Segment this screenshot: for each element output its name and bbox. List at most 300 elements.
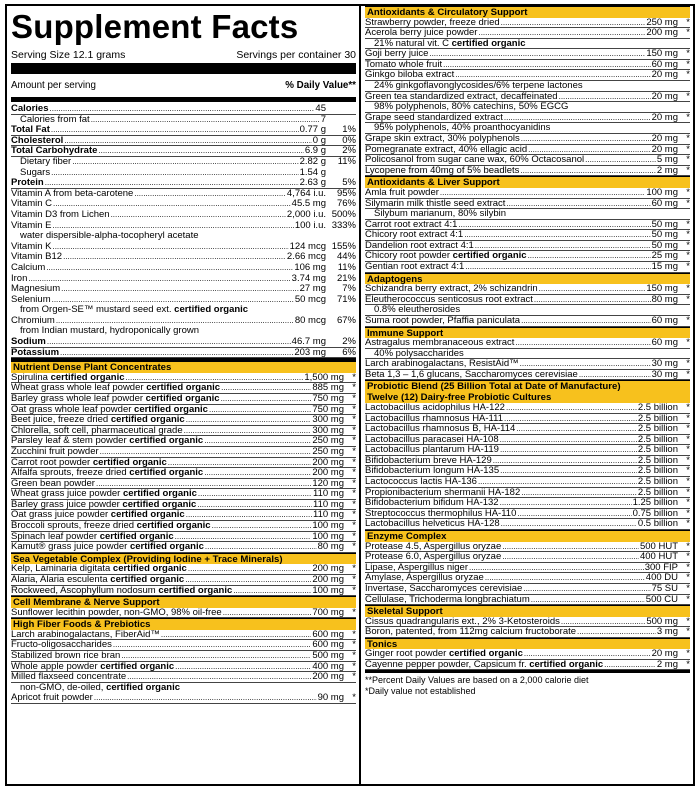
daily-value-label: % Daily Value** xyxy=(285,80,356,91)
ingredient-amount: 15 mg xyxy=(651,262,678,273)
ingredient-name xyxy=(365,477,477,488)
daily-value-star: * xyxy=(352,393,356,404)
leader-dots xyxy=(502,542,639,553)
ingredient-label: Lactobacillus paracasei HA-108 xyxy=(365,434,499,445)
nutrient-row xyxy=(11,210,356,221)
nutrient-row xyxy=(11,284,356,295)
ingredient-label: Chicory root powder xyxy=(365,251,453,262)
ingredient-amount: 200 mg xyxy=(312,574,344,585)
leader-dots xyxy=(504,414,637,425)
nutrient-daily-value: 333% xyxy=(331,220,356,231)
leader-dots xyxy=(539,284,646,295)
ingredient-amount: 300 mg xyxy=(312,425,344,436)
ingredient-label: Gentian root extract 4:1 xyxy=(365,262,465,273)
nutrient-daily-value: 11% xyxy=(337,262,356,273)
daily-value-star: * xyxy=(352,415,356,426)
ingredient-row xyxy=(11,447,356,458)
ingredient-name xyxy=(11,458,167,469)
ingredient-amount: 600 mg xyxy=(312,640,344,651)
ingredient-name xyxy=(11,662,174,673)
ingredient-name xyxy=(365,113,503,124)
ingredient-label: Boron, patented, from 112mg calcium fructoborate xyxy=(365,627,577,638)
section-header: Skeletal Support xyxy=(365,605,690,617)
daily-value-star: * xyxy=(352,436,356,447)
ingredient-name xyxy=(365,563,468,574)
ingredient-row xyxy=(11,436,356,447)
leader-dots xyxy=(52,221,293,232)
daily-value-star: * xyxy=(686,91,690,102)
ingredient-name xyxy=(11,651,120,662)
ingredient-name xyxy=(365,220,457,231)
note-text: 24% ginkgoflavonglycosides/6% terpene lactones xyxy=(374,81,583,92)
daily-value-star: * xyxy=(686,230,690,241)
nutrient-row xyxy=(11,337,356,348)
leader-dots xyxy=(516,424,637,435)
ingredient-label: Chicory root extract 4:1 xyxy=(365,230,464,241)
ingredient-amount: 1,500 mg xyxy=(304,372,344,383)
ingredient-name xyxy=(11,415,185,426)
ingredient-row xyxy=(365,627,690,638)
certified-organic-label: certified organic xyxy=(452,251,527,262)
leader-dots xyxy=(185,575,311,586)
nutrient-amount: 6.9 g xyxy=(304,146,326,157)
leader-dots xyxy=(521,488,637,499)
ingredient-amount: 100 mg xyxy=(312,521,344,532)
note-text: 98% polyphenols, 80% catechins, 50% EGCG xyxy=(374,102,569,113)
nutrient-row xyxy=(11,221,356,232)
footnotes xyxy=(365,673,690,696)
ingredient-name xyxy=(11,426,183,437)
daily-value-star: * xyxy=(352,510,356,521)
nutrient-amount: 4,764 i.u. xyxy=(286,188,326,199)
ingredient-amount: 110 mg xyxy=(313,489,344,500)
ingredient-row xyxy=(365,28,690,39)
ingredient-amount: 700 mg xyxy=(312,607,344,618)
nutrient-daily-value: 155% xyxy=(331,241,356,252)
ingredient-row xyxy=(11,608,356,619)
ingredient-label: Oat grass whole leaf powder xyxy=(11,404,135,415)
daily-value-star: * xyxy=(686,134,690,145)
ingredient-amount: 50 mg xyxy=(651,240,678,251)
divider-medium xyxy=(11,97,356,102)
ingredient-amount: 2.5 billion xyxy=(637,487,678,498)
ingredient-label: Ginger root powder xyxy=(365,649,449,660)
nutrient-name: Vitamin E xyxy=(11,220,52,231)
daily-value-star: * xyxy=(686,198,690,209)
ingredient-name xyxy=(11,510,185,521)
nutrient-row xyxy=(11,136,356,147)
ingredient-row xyxy=(365,338,690,349)
ingredient-note xyxy=(365,39,690,50)
nutrient-daily-value: 2% xyxy=(342,146,356,157)
leader-dots xyxy=(94,693,317,704)
nutrient-row xyxy=(11,146,356,157)
ingredient-amount: 2.5 billion xyxy=(637,466,678,477)
ingredient-amount: 30 mg xyxy=(651,359,678,370)
nutrient-name: Vitamin C xyxy=(11,199,53,210)
ingredient-amount: 200 mg xyxy=(312,468,344,479)
nutrient-row xyxy=(11,274,356,285)
ingredient-amount: 20 mg xyxy=(651,112,678,123)
vitamin-e-note: water dispersible-alpha-tocopheryl acetate xyxy=(20,231,199,242)
daily-value-star: * xyxy=(352,489,356,500)
nutrient-row xyxy=(11,104,356,115)
leader-dots xyxy=(524,649,651,660)
nutrient-name: Cholesterol xyxy=(11,135,64,146)
section-header: Probiotic Blend (25 Billion Total at Date of Manufacture) xyxy=(365,380,690,392)
ingredient-label: Strawberry powder, freeze dried xyxy=(365,17,500,28)
ingredient-row xyxy=(365,414,690,425)
daily-value-star: * xyxy=(686,455,690,466)
ingredient-label: Lipase, Aspergillus niger xyxy=(365,562,468,573)
ingredient-label: Parsley leaf & stem powder xyxy=(11,436,130,447)
leader-dots xyxy=(233,586,311,597)
ingredient-label: Lactobacillus rhamnosus HA-111 xyxy=(365,413,503,424)
ingredient-amount: 50 mg xyxy=(651,219,678,230)
ingredient-amount: 2 mg xyxy=(656,165,678,176)
ingredient-row xyxy=(365,466,690,477)
ingredient-row xyxy=(365,573,690,584)
certified-organic-label: certified organic xyxy=(50,372,125,383)
leader-dots xyxy=(186,510,312,521)
ingredient-label: Bifidobacterium breve HA-129 xyxy=(365,455,492,466)
nutrient-name: Sugars xyxy=(20,167,51,178)
section-header: Cell Membrane & Nerve Support xyxy=(11,596,356,608)
daily-value-star: * xyxy=(686,659,690,670)
certified-organic-label: certified organic xyxy=(134,404,208,415)
nutrient-row xyxy=(11,199,356,210)
daily-value-star: * xyxy=(352,521,356,532)
ingredient-row xyxy=(365,477,690,488)
ingredient-note xyxy=(365,305,690,316)
ingredient-label: Barley grass juice powder xyxy=(11,499,123,510)
left-column xyxy=(7,6,360,784)
ingredient-row xyxy=(11,405,356,416)
ingredient-amount: 300 mg xyxy=(312,415,344,426)
ingredient-row xyxy=(365,113,690,124)
selenium-note xyxy=(11,305,356,316)
ingredient-amount: 500 mg xyxy=(646,616,678,627)
daily-value-star: * xyxy=(686,562,690,573)
certified-organic-label: certified organic xyxy=(129,542,204,553)
nutrient-row xyxy=(11,252,356,263)
certified-organic-label: certified organic xyxy=(451,38,526,49)
ingredient-amount: 2.5 billion xyxy=(637,413,678,424)
ingredient-name xyxy=(365,456,492,467)
nutrient-row xyxy=(11,263,356,274)
ingredient-row xyxy=(11,479,356,490)
ingredient-name xyxy=(365,241,474,252)
leader-dots xyxy=(504,113,651,124)
nutrient-row xyxy=(11,178,356,189)
leader-dots xyxy=(56,316,294,327)
ingredient-name xyxy=(11,693,93,704)
nutrient-name: Sodium xyxy=(11,337,46,348)
ingredient-amount: 0.75 billion xyxy=(632,508,678,519)
leader-dots xyxy=(604,660,656,671)
ingredient-row xyxy=(11,662,356,673)
ingredient-amount: 60 mg xyxy=(651,338,678,349)
nutrient-amount: 2.63 g xyxy=(299,178,326,189)
left-ingredient-sections xyxy=(11,361,356,704)
ingredient-row xyxy=(11,458,356,469)
ingredient-row xyxy=(365,18,690,29)
leader-dots xyxy=(455,70,650,81)
daily-value-star: * xyxy=(686,519,690,530)
ingredient-row xyxy=(365,92,690,103)
leader-dots xyxy=(197,500,312,511)
servings-per-container: Servings per container 30 xyxy=(236,49,356,61)
daily-value-star: * xyxy=(352,585,356,596)
nutrient-amount: 50 mcg xyxy=(294,294,326,305)
ingredient-amount: 2 mg xyxy=(656,659,678,670)
ingredient-amount: 750 mg xyxy=(312,404,344,415)
ingredient-row xyxy=(11,426,356,437)
ingredient-name xyxy=(11,436,203,447)
ingredient-amount: 400 DU xyxy=(645,573,678,584)
ingredient-row xyxy=(11,521,356,532)
daily-value-star: * xyxy=(686,112,690,123)
nutrient-amount: 27 mg xyxy=(299,284,326,295)
ingredient-note xyxy=(365,209,690,220)
ingredient-row xyxy=(365,595,690,606)
ingredient-name xyxy=(365,145,527,156)
ingredient-amount: 50 mg xyxy=(651,230,678,241)
ingredient-label: Policosanol from sugar cane wax, 60% Octacosanol xyxy=(365,155,585,166)
ingredient-name xyxy=(11,394,220,405)
ingredient-label: Lactobacillus plantarum HA-119 xyxy=(365,445,499,456)
leader-dots xyxy=(469,563,644,574)
ingredient-label: Propionibacterium shermanii HA-182 xyxy=(365,487,521,498)
leader-dots xyxy=(100,447,312,458)
nutrient-row xyxy=(11,348,356,359)
certified-organic-label: certified organic xyxy=(92,457,167,468)
daily-value-star: * xyxy=(686,616,690,627)
certified-organic-label: certified organic xyxy=(122,489,197,500)
ingredient-name xyxy=(365,414,503,425)
ingredient-amount: 200 mg xyxy=(312,564,344,575)
nutrient-daily-value: 67% xyxy=(336,315,356,326)
ingredient-amount: 20 mg xyxy=(651,649,678,660)
ingredient-amount: 250 mg xyxy=(312,436,344,447)
ingredient-amount: 90 mg xyxy=(317,693,344,704)
ingredient-row xyxy=(365,488,690,499)
nutrient-daily-value: 21% xyxy=(336,273,356,284)
leader-dots xyxy=(559,92,651,103)
nutrient-daily-value: 71% xyxy=(336,294,356,305)
ingredient-amount: 2.5 billion xyxy=(637,402,678,413)
ingredient-name xyxy=(11,468,203,479)
certified-organic-label: certified organic xyxy=(129,468,204,479)
divider-thick xyxy=(11,63,356,74)
leader-dots xyxy=(577,627,656,638)
ingredient-amount: 150 mg xyxy=(646,49,678,60)
ingredient-row xyxy=(11,575,356,586)
ingredient-label: Invertase, Saccharomyces cerevisiae xyxy=(365,583,523,594)
daily-value-star: * xyxy=(352,425,356,436)
daily-value-star: * xyxy=(686,262,690,273)
section-header: Adaptogens xyxy=(365,273,690,285)
ingredient-name xyxy=(11,630,160,641)
ingredient-label: Rockweed, Ascophyllum nodosum xyxy=(11,585,159,596)
leader-dots xyxy=(443,60,651,71)
ingredient-row xyxy=(365,617,690,628)
nutrient-amount: 80 mcg xyxy=(294,315,326,326)
ingredient-name xyxy=(365,466,499,477)
ingredient-row xyxy=(365,509,690,520)
leader-dots xyxy=(485,573,645,584)
selenium-note-text: from Orgen-SE™ mustard seed ext. xyxy=(20,305,175,316)
leader-dots xyxy=(506,403,637,414)
ingredient-label: Acerola berry juice powder xyxy=(365,28,478,39)
ingredient-row xyxy=(365,498,690,509)
daily-value-star: * xyxy=(686,165,690,176)
leader-dots xyxy=(440,188,645,199)
leader-dots xyxy=(534,295,651,306)
leader-dots xyxy=(521,134,651,145)
ingredient-row xyxy=(11,640,356,651)
nutrient-amount: 2.82 g xyxy=(299,156,326,167)
leader-dots xyxy=(465,262,650,273)
ingredient-amount: 60 mg xyxy=(651,315,678,326)
ingredient-row xyxy=(365,295,690,306)
daily-value-star: * xyxy=(352,383,356,394)
certified-organic-label: certified organic xyxy=(100,661,175,672)
leader-dots xyxy=(500,466,637,477)
ingredient-name xyxy=(11,383,220,394)
daily-value-star: * xyxy=(352,672,356,683)
ingredient-row xyxy=(365,370,690,381)
nutrient-name: Protein xyxy=(11,178,44,189)
ingredient-row xyxy=(365,134,690,145)
nutrient-name: Vitamin D3 from Lichen xyxy=(11,209,110,220)
nutrient-daily-value: 6% xyxy=(342,347,356,358)
ingredient-row xyxy=(365,316,690,327)
ingredient-amount: 200 mg xyxy=(646,28,678,39)
leader-dots xyxy=(61,284,298,295)
ingredient-name xyxy=(365,627,576,638)
ingredient-row xyxy=(365,435,690,446)
daily-value-star: * xyxy=(686,219,690,230)
daily-value-star: * xyxy=(686,498,690,509)
nutrient-row xyxy=(11,157,356,168)
daily-value-star: * xyxy=(352,564,356,575)
ingredient-row xyxy=(365,359,690,370)
ingredient-row xyxy=(11,542,356,553)
leader-dots xyxy=(184,426,312,437)
ingredient-row xyxy=(11,651,356,662)
ingredient-row xyxy=(365,424,690,435)
daily-value-star: * xyxy=(686,369,690,380)
ingredient-name xyxy=(365,649,523,660)
certified-organic-label: certified organic xyxy=(136,521,211,532)
ingredient-label: Cissus quadrangularis ext., 2% 3-Ketosteroids xyxy=(365,616,560,627)
ingredient-amount: 75 SU xyxy=(651,583,678,594)
daily-value-star: * xyxy=(352,661,356,672)
ingredient-label: Dandelion root extract 4:1 xyxy=(365,240,474,251)
ingredient-name xyxy=(365,370,578,381)
leader-dots xyxy=(168,458,312,469)
ingredient-label: Kamut® grass juice powder xyxy=(11,542,130,553)
leader-dots xyxy=(500,435,637,446)
daily-value-star: * xyxy=(686,28,690,39)
ingredient-label: Oat grass juice powder xyxy=(11,510,111,521)
leader-dots xyxy=(585,155,656,166)
ingredient-amount: 0.5 billion xyxy=(637,519,678,530)
ingredient-amount: 20 mg xyxy=(651,70,678,81)
daily-value-star: * xyxy=(686,583,690,594)
section-header: Enzyme Complex xyxy=(365,530,690,542)
footnote-not-established: *Daily value not established xyxy=(365,685,476,696)
ingredient-row xyxy=(365,649,690,660)
ingredient-label: Beta 1,3 – 1,6 glucans, Saccharomyces cerevisiae xyxy=(365,369,578,380)
ingredient-note xyxy=(365,81,690,92)
ingredient-label: Silymarin milk thistle seed extract xyxy=(365,198,506,209)
ingredient-label: Goji berry juice xyxy=(365,49,429,60)
daily-value-star: * xyxy=(352,446,356,457)
leader-dots xyxy=(475,241,651,252)
ingredient-amount: 400 HUT xyxy=(639,552,678,563)
leader-dots xyxy=(63,252,286,263)
daily-value-star: * xyxy=(352,629,356,640)
nutrient-name: Calories xyxy=(11,104,49,114)
ingredient-label: Cayenne pepper powder, Capsicum fr. xyxy=(365,659,530,670)
leader-dots xyxy=(45,178,299,189)
ingredient-row xyxy=(365,584,690,595)
leader-dots xyxy=(528,251,651,262)
ingredient-name xyxy=(365,60,442,71)
ingredient-label: Bifidobacterium bifidum HA-132 xyxy=(365,498,499,509)
ingredient-label: Green tea standardized extract, decaffeinated xyxy=(365,91,558,102)
ingredient-name xyxy=(11,500,196,511)
ingredient-label: Apricot fruit powder xyxy=(11,693,93,704)
certified-organic-label: certified organic xyxy=(448,649,523,660)
nutrient-daily-value: 7% xyxy=(342,284,356,295)
daily-value-star: * xyxy=(686,413,690,424)
ingredient-amount: 2.5 billion xyxy=(637,477,678,488)
ingredient-label: Eleutherococcus senticosus root extract xyxy=(365,294,533,305)
leader-dots xyxy=(501,519,637,530)
leader-dots xyxy=(523,584,650,595)
certified-organic-label: certified organic xyxy=(158,585,233,596)
nutrient-row xyxy=(11,115,356,126)
nutrient-row xyxy=(11,295,356,306)
ingredient-name xyxy=(365,284,538,295)
ingredient-label: Grape skin extract, 30% polyphenols xyxy=(365,134,520,145)
ingredient-name xyxy=(365,295,533,306)
leader-dots xyxy=(478,477,637,488)
leader-dots xyxy=(502,552,639,563)
ingredient-amount: 300 FIP xyxy=(644,562,678,573)
leader-dots xyxy=(458,220,650,231)
ingredient-label: Larch arabinogalactans, FiberAid™ xyxy=(11,629,160,640)
ingredient-amount: 500 CU xyxy=(645,594,678,605)
ingredient-name xyxy=(11,575,184,586)
ingredient-name xyxy=(365,70,454,81)
leader-dots xyxy=(111,210,286,221)
ingredient-row xyxy=(365,519,690,530)
ingredient-label: Barley grass whole leaf powder xyxy=(11,393,146,404)
ingredient-name xyxy=(365,155,584,166)
ingredient-row xyxy=(11,415,356,426)
daily-value-star: * xyxy=(352,404,356,415)
leader-dots xyxy=(209,405,311,416)
section-header: Sea Vegetable Complex (Providing Iodine + Trace Minerals) xyxy=(11,553,356,565)
leader-dots xyxy=(561,617,645,628)
nutrient-daily-value: 2% xyxy=(342,337,356,348)
daily-value-star: * xyxy=(352,478,356,489)
ingredient-label: Tomato whole fruit xyxy=(365,59,443,70)
